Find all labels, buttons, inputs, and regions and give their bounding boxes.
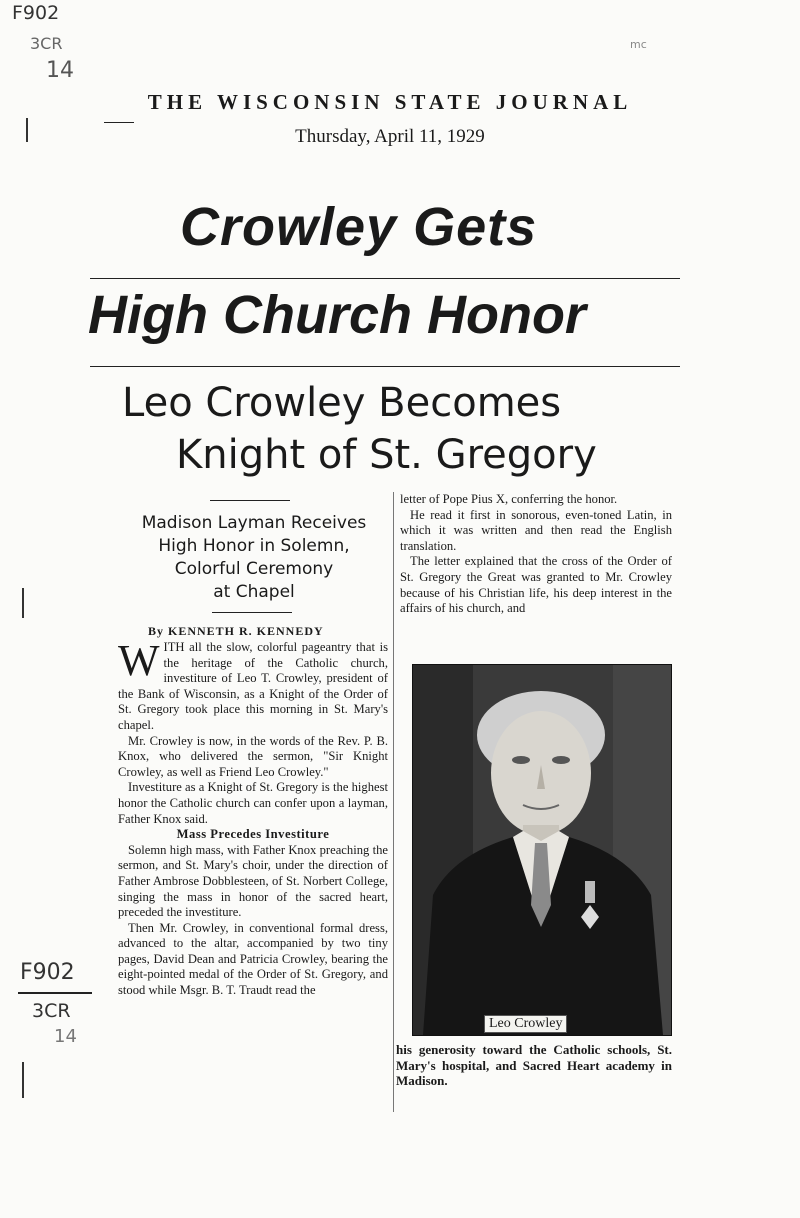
article-column-right [400,492,672,617]
subheadline-line-2: Knight of St. Gregory [176,432,597,478]
paragraph: Investiture as a Knight of St. Gregory is the highest honor the Catholic church can confer upon a layman, Father Knox said. [118,780,388,826]
article-column-right-continued [396,1042,672,1089]
margin-mark [22,1062,24,1098]
photo-caption: Leo Crowley [484,1015,567,1033]
headline-line-2: High Church Honor [88,285,586,345]
paragraph: Mr. Crowley is now, in the words of the Rev. P. B. Knox, who delivered the sermon, "Sir Knight Crowley, as well as Friend Leo Crowley." [118,733,388,779]
archive-page-side: 14 [54,1026,77,1047]
article-subhead: Mass Precedes Investiture [176,827,330,842]
deck-rule [210,500,290,501]
masthead-rule [104,122,134,123]
annotation-rule [18,992,92,994]
corner-mark: mc [630,38,647,51]
archive-code-side: F902 [20,960,75,985]
archive-ref-side: 3CR [32,1000,71,1022]
column-divider [393,492,394,1112]
deck-line: Madison Layman Receives [141,513,367,533]
paragraph: his generosity toward the Catholic schools, St. Mary's hospital, and Sacred Heart academy in Madison. [396,1042,672,1089]
paragraph: letter of Pope Pius X, conferring the honor. [400,492,618,506]
margin-mark [22,588,24,618]
deck-line: High Honor in Solemn, [158,536,350,556]
paragraph: He read it first in sonorous, even-toned Latin, in which it was written and then read the English translation. [400,507,672,553]
paragraph: ITH all the slow, colorful pageantry that is the heritage of the Catholic church, investiture of Leo T. Crowley, president of the Bank of Wisconsin, as a Knight of the Order of St. Gregory took place this morning in St. Mary's chapel. [118,640,388,732]
subheadline-line-1: Leo Crowley Becomes [122,380,562,426]
article-deck [118,512,390,604]
article-column-left [118,636,388,999]
headline-line-1: Crowley Gets [180,197,538,257]
paragraph: Solemn high mass, with Father Knox preaching the sermon, and St. Mary's choir, under the direction of Father Ambrose Dobblesteen, of St. Norbert College, singing the mass in honor of the sacred heart, preceded the investiture. [118,842,388,920]
paragraph: Then Mr. Crowley, in conventional formal dress, advanced to the altar, accompanied by two tiny pages, David Dean and Patricia Crowley, bearing the eight-pointed medal of the Order of St. Gregory, and stood while Msgr. B. T. Traudt read the [118,920,388,998]
headline-rule [90,278,680,279]
drop-cap: W [118,636,160,685]
deck-line: at Chapel [213,582,295,602]
portrait-photo [412,664,672,1036]
newspaper-masthead: THE WISCONSIN STATE JOURNAL [147,90,633,114]
archive-ref-top: 3CR [30,34,63,53]
archive-code-top: F902 [12,2,60,24]
deck-rule [212,612,292,613]
byline: By KENNETH R. KENNEDY [148,624,324,638]
deck-line: Colorful Ceremony [174,559,334,579]
publication-date: Thursday, April 11, 1929 [295,126,485,147]
archive-page-top: 14 [46,58,74,83]
headline-rule [90,366,680,367]
paragraph: The letter explained that the cross of the Order of St. Gregory the Great was granted to Mr. Crowley because of his Christian life, his deep interest in the affairs of his church, and [400,554,672,616]
margin-mark [26,118,28,142]
